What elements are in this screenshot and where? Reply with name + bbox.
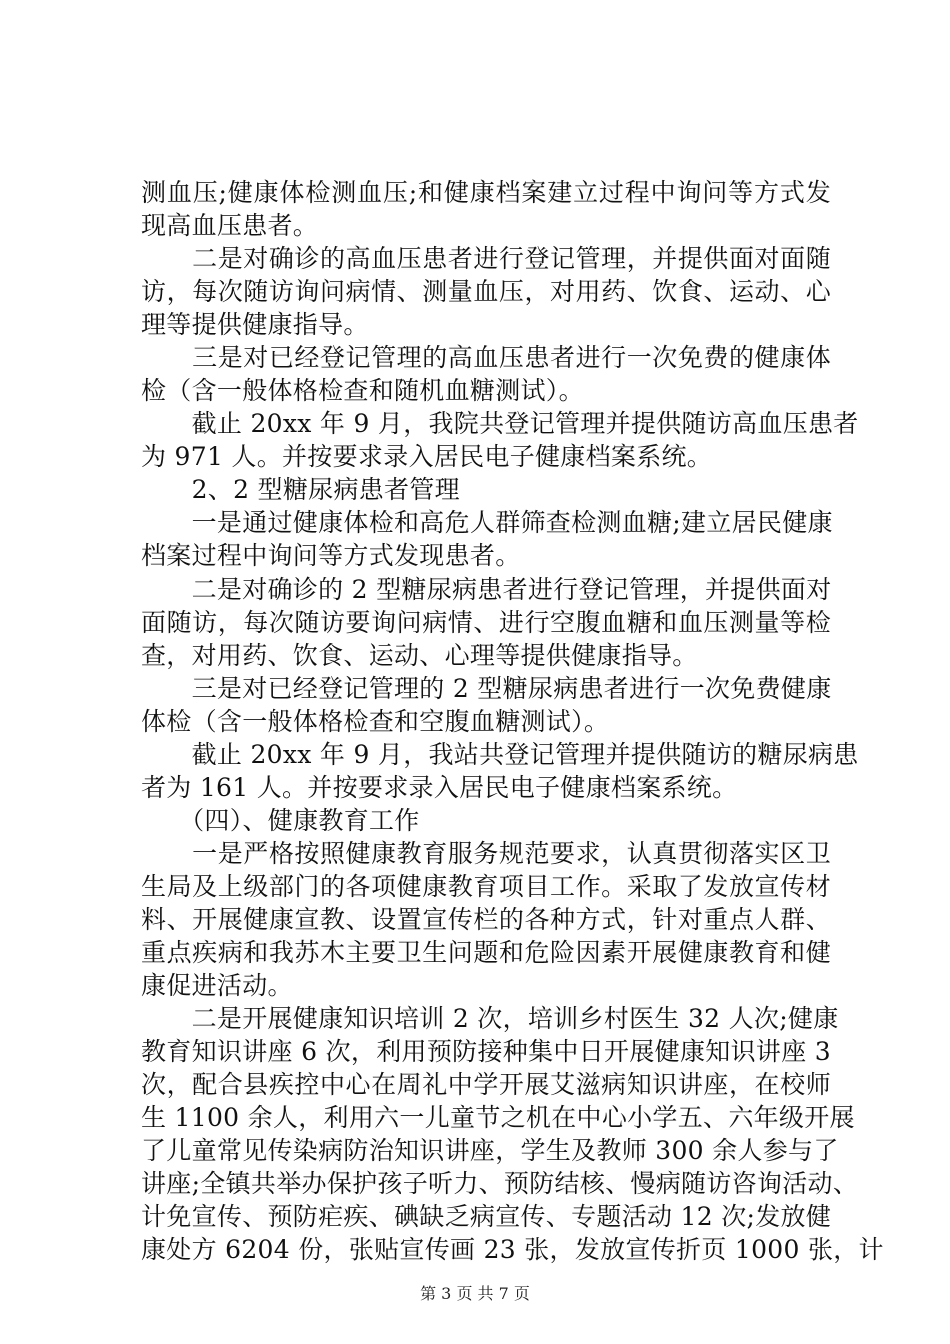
text-line: 生 1100 余人，利用六一儿童节之机在中心小学五、六年级开展	[141, 1103, 855, 1133]
text-line: 重点疾病和我苏木主要卫生问题和危险因素开展健康教育和健	[141, 937, 831, 967]
text-line: 理等提供健康指导。	[141, 310, 369, 340]
text-line: 生局及上级部门的各项健康教育项目工作。采取了发放宣传材	[141, 871, 831, 901]
text-line: 三是对已经登记管理的高血压患者进行一次免费的健康体	[141, 343, 831, 373]
page-number-footer: 第 3 页 共 7 页	[420, 1284, 530, 1304]
text-line: 现高血压患者。	[141, 211, 319, 241]
text-line: 二是对确诊的 2 型糖尿病患者进行登记管理，并提供面对	[141, 574, 832, 604]
text-line: 截止 20xx 年 9 月，我站共登记管理并提供随访的糖尿病患	[141, 739, 859, 769]
text-line: 教育知识讲座 6 次，利用预防接种集中日开展健康知识讲座 3	[141, 1037, 831, 1067]
section-heading: （四）、健康教育工作	[141, 805, 420, 835]
text-line: 测血压;健康体检测血压;和健康档案建立过程中询问等方式发	[141, 178, 831, 207]
text-line: 康处方 6204 份，张贴宣传画 23 张，发放宣传折页 1000 张，计	[141, 1235, 884, 1265]
text-line: 为 971 人。并按要求录入居民电子健康档案系统。	[141, 442, 713, 472]
text-line: 访，每次随访询问病情、测量血压，对用药、饮食、运动、心	[141, 277, 831, 307]
text-line: 料、开展健康宣教、设置宣传栏的各种方式，针对重点人群、	[141, 904, 831, 934]
text-line: 一是通过健康体检和高危人群筛查检测血糖;建立居民健康	[141, 508, 833, 538]
text-line: 讲座;全镇共举办保护孩子听力、预防结核、慢病随访咨询活动、	[141, 1169, 859, 1199]
text-line: 二是对确诊的高血压患者进行登记管理，并提供面对面随	[141, 244, 831, 274]
text-line: 体检（含一般体格检查和空腹血糖测试）。	[141, 706, 610, 736]
text-line: 二是开展健康知识培训 2 次，培训乡村医生 32 人次;健康	[141, 1004, 839, 1034]
text-line: 计免宣传、预防疟疾、碘缺乏病宣传、专题活动 12 次;发放健	[141, 1202, 832, 1232]
text-line: 查，对用药、饮食、运动、心理等提供健康指导。	[141, 640, 698, 670]
text-line: 者为 161 人。并按要求录入居民电子健康档案系统。	[141, 772, 738, 802]
text-line: 了儿童常见传染病防治知识讲座，学生及教师 300 余人参与了	[141, 1136, 839, 1166]
text-line: 一是严格按照健康教育服务规范要求，认真贯彻落实区卫	[141, 838, 831, 868]
text-line: 检（含一般体格检查和随机血糖测试）。	[141, 376, 584, 406]
text-line: 面随访，每次随访要询问病情、进行空腹血糖和血压测量等检	[141, 607, 831, 637]
text-line: 次，配合县疾控中心在周礼中学开展艾滋病知识讲座，在校师	[141, 1070, 831, 1100]
text-line: 三是对已经登记管理的 2 型糖尿病患者进行一次免费健康	[141, 673, 832, 703]
text-line: 截止 20xx 年 9 月，我院共登记管理并提供随访高血压患者	[141, 409, 859, 439]
section-heading: 2、2 型糖尿病患者管理	[141, 475, 460, 505]
text-line: 康促进活动。	[141, 971, 293, 1001]
text-line: 档案过程中询问等方式发现患者。	[141, 541, 521, 571]
